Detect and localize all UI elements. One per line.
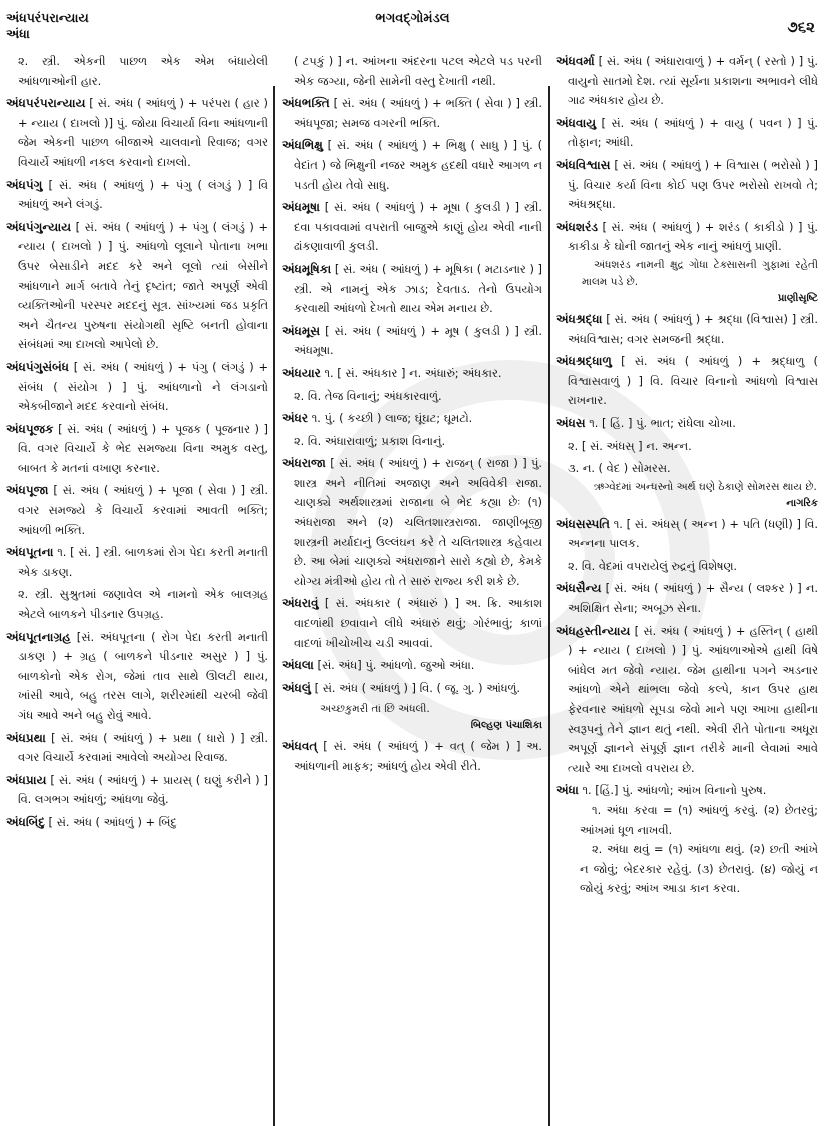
- entry-headword: અંધવિશ્વાસ: [556, 157, 611, 172]
- entry-headword: અંધવત્: [282, 739, 318, 754]
- entry-headword: અંધશરંડ: [556, 219, 598, 234]
- dictionary-entry: [282, 198, 542, 257]
- entry-citation: અંધશરંડ નામની ક્ષુદ્ર ગોધા ટેક્સાસની ગુફામાં રહેતી માલમ પડે છે.: [582, 258, 818, 288]
- entry-definition: [ સં. અંધ ( આંધળું ) + પરંપરા ( હાર ) + ન્યાય ( દાખલો )] પું. જોયા વિચાર્યા વિના આંધળાની જેમ એકની પાછળ બીજાએ ચાલવાનો રિવાજ; વગર વિચાર્યે આંધળી નકલ કરવાનો દાખલો.: [18, 96, 268, 169]
- entry-definition: [ સં. અંધ ( આંધળું ) + વાયુ ( પવન ) ] પું. તોફાન; આંધી.: [568, 115, 818, 150]
- entry-definition: [ સં. અંધ ( આંધળું ) + ભક્તિ ( સેવા ) ] સ્ત્રી. અંધપૂજા; સમજ વગરની ભક્તિ.: [294, 96, 542, 130]
- dictionary-entry: [6, 218, 268, 355]
- entry-definition: ૧. પું. ( કચ્છી ) લાજ; ઘૂંઘટ; ઘૂમટો.: [311, 411, 473, 426]
- dictionary-entry: [556, 114, 818, 153]
- entry-definition: [ સં. અંધ ( આંધળું ) + સૈન્ય ( લશ્કર ) ] ન. અશિક્ષિત સેના; અબૂઝ સેના.: [568, 581, 818, 616]
- dictionary-entry: [556, 437, 818, 457]
- entry-definition: [સં. અંધ] પું. આંધળો. જુઓ અંધા.: [317, 658, 475, 673]
- entry-headword: અંધવાયુ: [556, 115, 597, 130]
- entry-headword: અંધશ્રદ્ધા: [556, 311, 603, 326]
- dictionary-columns: [0, 52, 825, 1126]
- dictionary-entry: [282, 701, 542, 734]
- entry-idiom: ૨. અંધા થવું = (૧) આંધળા થવું. (૨) છતી આંખે ન જોવું; બેદરકાર રહેવું. (૩) છેતરાવું. (૪) જોયું ન જોયું કરવું; આંખ આડા કાન કરવા.: [580, 842, 818, 896]
- entry-definition: [ સં. અંધ ( આંધળું ) + પ્રથા ( ધારો ) ] સ્ત્રી. વગર વિચાર્યે કરવામાં આવેલો અયોગ્ય રિવાજ.: [18, 730, 268, 765]
- column-divider: [548, 86, 550, 1126]
- entry-definition: [ સં. અંધકાર ( અંધારું ) ] અ. ક્રિ. આકાશ વાદળાંથી છવાવાને લીધે અંધારું થવું; ગોરંભાવું; કાળાં વાદળાં ખીચોખીચ ચડી આવવાં.: [294, 596, 542, 650]
- dictionary-entry: [556, 459, 818, 512]
- dictionary-entry: [282, 364, 542, 384]
- dictionary-entry: [556, 622, 818, 779]
- entry-headword: અંધપંગુસંબંધ: [6, 359, 69, 374]
- entry-headword: અંધપૂજક: [6, 421, 54, 436]
- dictionary-entry: [282, 260, 542, 319]
- entry-definition: ૨. સ્ત્રી. સુશ્રુતમાં જણાવેલ એ નામનો એક બાલગ્રહ એટલે બાળકને પીડનાર ઉપગ્રહ.: [18, 587, 268, 622]
- citation-source: નાગરિક: [786, 497, 818, 509]
- dictionary-entry: [556, 352, 818, 411]
- entry-headword: અંધલા: [282, 658, 314, 673]
- entry-definition: [ સં. અંધ ( આંધળું ) + વત્ ( જેમ ) ] અ. આંધળાની માફક; આંધળું હોય એવી રીતે.: [294, 739, 542, 773]
- dictionary-entry: [6, 358, 268, 417]
- dictionary-entry: [6, 585, 268, 624]
- entry-headword: અંધબિંદુ: [6, 814, 45, 829]
- entry-headword: અંધશ્રદ્ધાળુ: [556, 354, 612, 369]
- entry-definition: [ સં. અંધ ( આંધળું ) + મૂષ ( કુલડી ) ] સ્ત્રી. અંધમૂષા.: [294, 323, 542, 358]
- dictionary-entry: [282, 322, 542, 361]
- entry-definition: [ સં. અંધ ( આંધળું ) + શરંડ ( કાકીડો ) ] પું. કાકીડા કે ઘોની જાતનું એક નાનું આંધળું પ્રાણી.: [568, 219, 818, 254]
- dictionary-entry: [6, 176, 268, 215]
- entry-headword: અંધપરંપરાન્યાય: [6, 96, 86, 111]
- entry-definition: [ સં. અંધ ( આંધળું ) + મૂષિકા ( મટાડનાર ) ] સ્ત્રી. એ નામનું એક ઝાડ; દેવતાડ. તેનો ઉપયોગ કરવાથી આંધળો દેખતો થાય એમ મનાય છે.: [294, 261, 542, 316]
- entry-headword: અંધમૂષિકા: [282, 261, 332, 276]
- dictionary-entry: [6, 628, 268, 726]
- dictionary-entry: [556, 515, 818, 554]
- entry-headword: અંધપ્રથા: [6, 730, 46, 745]
- entry-headword: અંધપૂતનાગ્રહ: [6, 629, 71, 644]
- entry-definition: [ સં. અંધ ( આંધળું ) + પંગુ ( લંગડું ) + ન્યાય ( દાખલો ) ] પું. આંધળો લૂલાને પોતાના ખભા ઉપર બેસાડીને મદદ કરે અને લૂલો ત્યાં બેસીને આંધળાને માર્ગ બતાવે તેનું દૃષ્ટાંત; જાતે અપૂર્ણ એવી વ્યક્તિઓની પરસ્પર મદદનું સૂત્ર. સાંખ્યમાં જડ પ્રકૃતિ અને ચૈતન્ય પુરુષના સંયોગથી સૃષ્ટિ બનતી હોવાના સંબંધમાં આ દાખલો આપેલો છે.: [18, 219, 268, 352]
- entry-definition: [ સં. અંધ ( અંધારાવાળું ) + વર્મન્ ( રસ્તો ) ] પું. વાયુનો સાતમો દેશ. ત્યાં સૂર્યના પ્રકાશના અભાવને લીધે ગાઢ અંધકાર હોય છે.: [568, 54, 818, 108]
- entry-definition: [ સં. અંધ ( આંધળું ) ] વિ. ( જૂ. ગુ. ) આંધળું.: [314, 680, 521, 695]
- dictionary-entry: [282, 136, 542, 195]
- dictionary-entry: [282, 679, 542, 699]
- entry-headword: અંધમૂષા: [282, 200, 320, 215]
- entry-headword: અંધલું: [282, 680, 311, 695]
- dictionary-entry: [556, 310, 818, 349]
- entry-headword: અંધપંગુ: [6, 177, 43, 192]
- dictionary-entry: [282, 737, 542, 776]
- column-1: [6, 52, 268, 1122]
- entry-definition: [ સં. અંધ ( આંધળું ) + બિંદુ: [48, 814, 177, 829]
- dictionary-entry: [6, 94, 268, 172]
- book-title: ભગવદ્ગોમંડલ: [375, 11, 450, 26]
- dictionary-entry: [556, 557, 818, 577]
- entry-definition: ૨. વિ. તેજ વિનાનું; અંધકારવાળું.: [294, 388, 442, 403]
- entry-citation: અચ્છકુમરી તાં છિ અંધલી.: [320, 703, 430, 716]
- entry-definition: ૨. વિ. અંધારાવાળું; પ્રકાશ વિનાનું.: [294, 433, 446, 448]
- entry-headword: અંધમૂસ: [282, 323, 321, 338]
- dictionary-entry: [282, 387, 542, 407]
- entry-idiom: ૧. અંધા કરવા = (૧) આંધળું કરવું. (૨) છેતરવું; આંખમાં ધૂળ નાખવી.: [580, 803, 818, 837]
- dictionary-entry: [282, 94, 542, 133]
- entry-headword: અંધર: [282, 411, 309, 426]
- entry-definition: [ સં. અંધ ( આંધળું ) + પૂજક ( પૂજનાર ) ] વિ. વગર વિચાર્યે કે ભેદ સમજ્યા વિના અમુક વસ્તુ, બાબત કે મતનાં વખાણ કરનાર.: [18, 421, 268, 475]
- entry-headword: અંધરાવું: [282, 596, 319, 611]
- entry-definition: [ સં. અંધ ( આંધળું ) + ભિક્ષુ ( સાધુ ) ] પું. ( વેદાંત ) જે ભિક્ષુની નજર અમુક હદથી વધારે આગળ ન પડતી હોય તેવો સાધુ.: [294, 138, 542, 192]
- dictionary-entry: [282, 594, 542, 653]
- dictionary-entry: [6, 52, 268, 91]
- dictionary-entry: [282, 432, 542, 452]
- dictionary-entry: [6, 813, 268, 833]
- entry-headword: અંધસ: [556, 415, 586, 430]
- citation-source: પ્રાણીસૃષ્ટિ: [777, 292, 818, 304]
- dictionary-entry: [6, 729, 268, 768]
- page-number: ૭૬૨: [787, 18, 815, 36]
- entry-definition: ૩. ન. ( વેદ ) સોમરસ.: [568, 461, 671, 476]
- page-header: [0, 0, 825, 52]
- entry-headword: અંધભક્તિ: [282, 96, 330, 111]
- entry-definition: ૧. [હિં.] પું. આંધળો; આંખ વિનાનો પુરુષ.: [582, 783, 767, 798]
- column-3: [556, 52, 818, 1122]
- dictionary-entry: [556, 781, 818, 899]
- dictionary-entry: [6, 543, 268, 582]
- dictionary-entry: [6, 420, 268, 479]
- dictionary-entry: [556, 52, 818, 111]
- entry-definition: [ સં. અંધ ( આંધળું ) + પ્રાયસ્ ( ઘણું કરીને ) ] વિ. લગભગ આંધળું; આંધળા જેવું.: [18, 772, 268, 807]
- entry-headword: અંધસસ્પતિ: [556, 516, 610, 531]
- column-2: [282, 52, 542, 1122]
- dictionary-entry: [556, 414, 818, 434]
- column-divider: [273, 86, 275, 1126]
- entry-definition: ૧. [ સં. અંધકાર ] ન. અંધારું; અંધકાર.: [324, 365, 502, 380]
- entry-headword: અંધયાર: [282, 365, 321, 380]
- entry-definition: ૧. [ સં. અંધસ્ ( અન્ન ) + પતિ (ધણી) ] વિ. અન્નના પાલક.: [568, 516, 818, 551]
- entry-definition: ૨. [ સં. અંધસ્ ] ન. અન્ન.: [568, 438, 692, 453]
- entry-headword: અંધસૈન્ય: [556, 581, 602, 596]
- entry-headword: અંધપંગુન્યાય: [6, 219, 72, 234]
- entry-definition: [સં. અંધપૂતના ( રોગ પેદા કરતી મનાતી ડાકણ ) + ગ્રહ ( બાળકને પીડનાર અસુર ) ] પું. બાળકોનો એક રોગ, જેમાં તાવ સાથે ઊલટી થાય, ખાંસી આવે, બહુ તરસ લાગે, શરીરમાંથી ચરબી જેવી ગંધ આવે અને બહુ રોવું આવે.: [18, 629, 268, 722]
- entry-headword: અંધભિક્ષુ: [282, 138, 323, 153]
- entry-headword: અંધપૂતના: [6, 545, 54, 560]
- dictionary-entry: [282, 656, 542, 676]
- entry-citation: ઋગ્વેદમાં અન્ધસ્નો અર્થ ઘણે ઠેકાણે સોમરસ થાય છે.: [594, 480, 817, 493]
- dictionary-entry: [282, 409, 542, 429]
- dictionary-entry: [6, 771, 268, 810]
- citation-source: બિલ્હણ પંચાશિકા: [470, 720, 542, 732]
- entry-headword: અંધહસ્તીન્યાય: [556, 623, 631, 638]
- entry-definition: ૧. [ સં. ] સ્ત્રી. બાળકમાં રોગ પેદા કરતી મનાતી એક ડાકણ.: [18, 545, 268, 579]
- entry-definition: [ સં. અંધ ( આંધળું ) + હસ્તિન્ ( હાથી ) + ન્યાય ( દાખલો ) ] પું. આંધળાઓએ હાથી વિષે બાંધેલ મત જેવો ન્યાય. જેમ હાથીના પગને અડનાર આંધળો એને થાંભલા જેવો કલ્પે, કાન ઉપર હાથ ફેરવનાર આંધળો સૂપડા જેવો માને પણ આખા હાથીના સ્વરૂપનું તેને જ્ઞાન થતું નથી. એવી રીતે પોતાના અધૂરા અપૂર્ણ જ્ઞાનને સંપૂર્ણ જ્ઞાન તરીકે માની લેવામાં આવે ત્યારે આ દાખલો વપરાય છે.: [568, 623, 818, 775]
- entry-headword: અંધરાજા: [282, 456, 326, 471]
- entry-definition: ( ટપકું ) ] ન. આંખના અંદરના પટલ એટલે પડ પરની એક જગ્યા, જેની સામેની વસ્તુ દેખાતી નથી.: [294, 54, 542, 88]
- entry-headword: અંધવર્મા: [556, 54, 595, 68]
- entry-definition: [ સં. અંધ ( આંધળું ) + પૂજા ( સેવા ) ] સ્ત્રી. વગર સમજ્યે કે વિચાર્યે કરવામાં આવતી ભક્તિ; આંધળી ભક્તિ.: [18, 483, 268, 537]
- entry-definition: ૧. [ હિં. ] પું. ભાત; રાંધેલા ચોખા.: [589, 415, 736, 430]
- entry-definition: [ સં. અંધ ( આંધળું ) + રાજન્ ( રાજા ) ] પું. શાસ્ત્ર અને નીતિમાં અજાણ અને અવિવેકી રાજા. ચાણક્યે અર્થશાસ્ત્રમાં રાજાના બે ભેદ કહ્યા છેઃ (૧) અંધરાજા અને (૨) ચલિતશાસ્ત્રરાજા. જાણીબૂજી શાસ્ત્રની મર્યાદાનું ઉલ્લંઘન કરે તે ચલિતશાસ્ત્ર કહેવાય છે. આ બેમાં ચાણક્યે અંધરાજાને સારો કહ્યો છે, કેમકે યોગ્ય મંત્રીઓ હોય તો તે સારું રાજ્ય કરી શકે છે.: [294, 456, 542, 588]
- entry-definition: [ સં. અંધ ( આંધળું ) + પંગુ ( લંગડું ) + સંબંધ ( સંયોગ ) ] પું. આંધળાનો ને લંગડાનો એકબીજાને મદદ કરવાનો સંબંધ.: [18, 359, 268, 414]
- entry-headword: અંધપૂજા: [6, 483, 49, 498]
- entry-definition: ૨. વિ. વેદમાં વપરાયેલું રુદ્રનું વિશેષણ.: [568, 558, 738, 573]
- guide-word-first: અંધપરંપરાન્યાય: [6, 10, 89, 25]
- dictionary-entry: [556, 579, 818, 618]
- entry-definition: [ સં. અંધ ( આંધળું ) + પંગુ ( લંગડું ) ] વિ આંધળું અને લંગડું.: [18, 177, 268, 212]
- entry-headword: અંધપ્રાય: [6, 772, 47, 787]
- dictionary-entry: [6, 481, 268, 540]
- entry-definition: [ સં. અંધ ( આંધળું ) + વિશ્વાસ ( ભરોસો ) ] પું. વિચાર કર્યા વિના કોઈ પણ ઉપર ભરોસો રાખવો તે; અંધશ્રદ્ધા.: [568, 157, 818, 212]
- entry-definition: ૨. સ્ત્રી. એકની પાછળ એક એમ બંધાયેલી આંધળાઓની હાર.: [18, 54, 268, 88]
- dictionary-entry: [282, 52, 542, 91]
- entry-headword: અંધા: [556, 783, 579, 798]
- dictionary-entry: [282, 454, 542, 591]
- dictionary-entry: [556, 156, 818, 215]
- entry-definition: [ સં. અંધ ( આંધળું ) + શ્રદ્ધાળુ ( વિશ્વાસવાળું ) ] વિ. વિચાર વિનાનો આંધળો વિશ્વાસ રાખનાર.: [568, 354, 818, 408]
- dictionary-entry: [556, 218, 818, 307]
- guide-word-last: અંધા: [6, 26, 30, 41]
- entry-definition: [ સં. અંધ ( આંધળું ) + શ્રદ્ધા (વિશ્વાસ) ] સ્ત્રી. અંધવિશ્વાસ; વગર સમજની શ્રદ્ધા.: [568, 311, 818, 346]
- entry-definition: [ સં. અંધ ( આંધળું ) + મૂષા ( કુલડી ) ] સ્ત્રી. દવા પકાવવામાં વપરાતી બાજુએ કાણું હોય એવી નાની ઢાંકણાવાળી કુલડી.: [294, 200, 542, 254]
